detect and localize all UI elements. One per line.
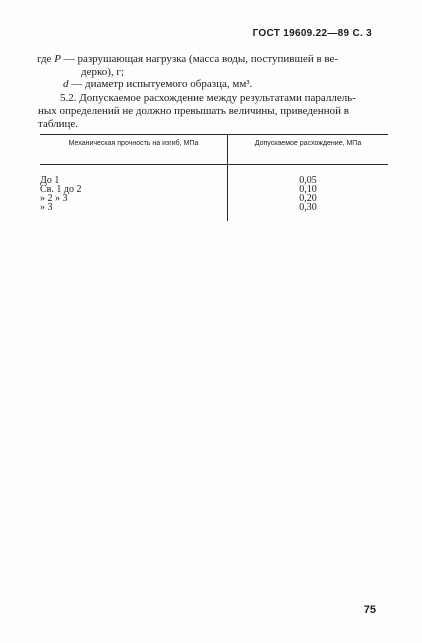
where-line-d — [63, 77, 252, 91]
table-top-rule — [40, 134, 388, 135]
where-lead: где — [37, 53, 52, 65]
table-cell-discrepancy: 0,05 — [299, 175, 317, 186]
symbol-p: P — [54, 53, 61, 65]
page-header: ГОСТ 19609.22—89 С. 3 — [252, 28, 372, 39]
clause-line-1: 5.2. Допускаемое расхождение между результатами параллель- — [60, 92, 356, 104]
definition-p-continued: дерко), г; — [81, 66, 124, 78]
table-cell-strength: » 3 — [40, 202, 53, 213]
table-cell-strength: До 1 — [40, 175, 60, 186]
table-header-discrepancy: Допускаемое расхождение, МПа — [254, 140, 362, 147]
clause-line-3: таблице. — [38, 118, 79, 130]
where-line-p — [37, 52, 338, 66]
table-cell-discrepancy: 0,20 — [299, 193, 317, 204]
table-cell-discrepancy: 0,30 — [299, 202, 317, 213]
table-cell-discrepancy: 0,10 — [299, 184, 317, 195]
definition-d: — диаметр испытуемого образца, мм³. — [71, 78, 253, 90]
table-cell-strength: » 2 » 3 — [40, 193, 68, 204]
table-header-rule — [40, 164, 388, 165]
table-header-strength: Механическая прочность на изгиб, МПа — [68, 140, 199, 147]
symbol-d: d — [63, 78, 69, 90]
clause-line-2: ных определений не должно превышать величины, приведенной в — [38, 105, 349, 117]
discrepancy-table — [40, 134, 388, 221]
table-cell-strength: Св. 1 до 2 — [40, 184, 82, 195]
page-number: 75 — [363, 604, 376, 616]
definition-p: — разрушающая нагрузка (масса воды, поступившей в ве- — [63, 53, 339, 65]
